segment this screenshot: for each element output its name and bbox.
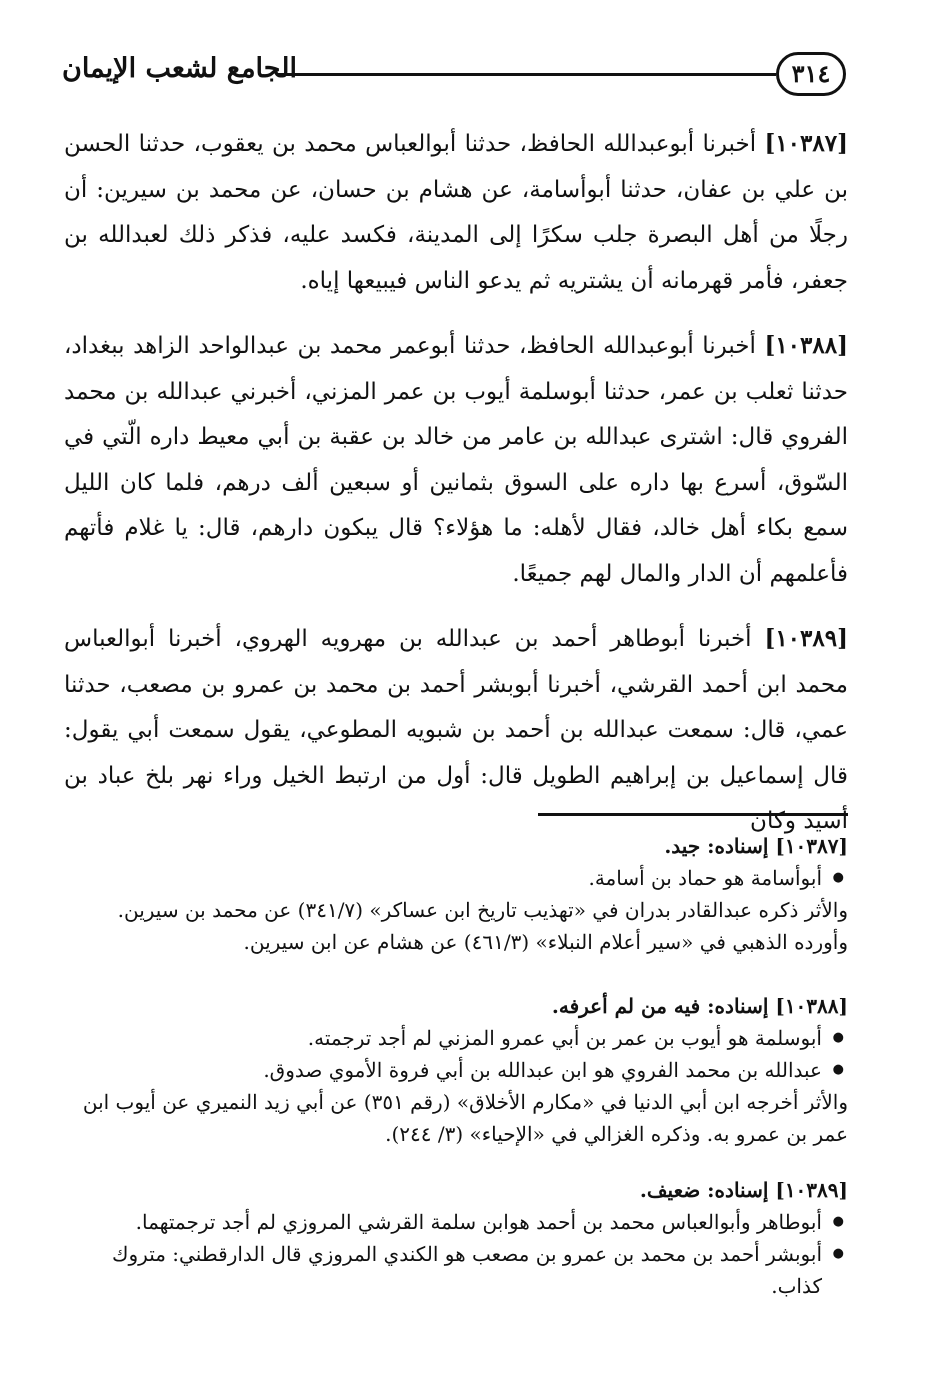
footnote-10389 xyxy=(64,1174,848,1302)
footnote-bullet: ● أبوسلمة هو أيوب بن عمر بن أبي عمرو المزني لم أجد ترجمته. xyxy=(64,1022,848,1054)
footnote-line: والأثر ذكره عبدالقادر بدران في «تهذيب تاريخ ابن عساكر» (٣٤١/٧) عن محمد بن سيرين. xyxy=(117,898,848,922)
hadith-number: [١٠٣٨٨] xyxy=(764,332,848,359)
footnote-heading: [١٠٣٨٩] إسناده: ضعيف. xyxy=(639,1178,848,1202)
hadith-text: أخبرنا أبوعبدالله الحافظ، حدثنا أبوعمر محمد بن عبدالواحد الزاهد ببغداد، حدثنا ثعلب بن عمر، حدثنا أبوسلمة أيوب بن عمر المزني، أخبرني عبدالله بن محمد الفروي قال: اشترى عبدالله بن عامر من خالد بن عقبة بن أبي معيط داره الّتي في السّوق، أسرع بها داره على السوق بثمانين أو سبعين ألف درهم، فلما كان الليل سمع بكاء أهل خالد، فقال لأهله: ما هؤلاء؟ قال يبكون دارهم، قال: يا غلام فأتهم فأعلمهم أن الدار والمال لهم جميعًا. xyxy=(64,333,848,587)
hadith-number: [١٠٣٨٩] xyxy=(764,625,848,652)
footnote-bullet: ● أبوبشر أحمد بن محمد بن عمرو بن مصعب هو الكندي المروزي قال الدارقطني: متروك كذاب. xyxy=(64,1238,848,1302)
hadith-number: [١٠٣٨٧] xyxy=(764,130,848,157)
running-header-title: الجامع لشعب الإيمان xyxy=(62,53,297,84)
footnote-10388 xyxy=(64,990,848,1150)
footnote-10387 xyxy=(64,830,848,958)
footnote-line: والأثر أخرجه ابن أبي الدنيا في «مكارم الأخلاق» (رقم ٣٥١) عن أبي زيد النميري عن أيوب ابن عمر بن عمرو به. وذكره الغزالي في «الإحياء» (٣/ ٢٤٤). xyxy=(82,1090,848,1146)
hadith-text: أخبرنا أبوعبدالله الحافظ، حدثنا أبوالعباس محمد بن يعقوب، حدثنا الحسن بن علي بن عفان، حدثنا أبوأسامة، عن هشام بن حسان، عن محمد بن سيرين: أن رجلًا من أهل البصرة جلب سكرًا إلى المدينة، فكسد عليه، فذكر ذلك لعبدالله بن جعفر، فأمر قهرمانه أن يشتريه ثم يدعو الناس فيبيعها إياه. xyxy=(64,131,848,294)
footnote-heading: [١٠٣٨٨] إسناده: فيه من لم أعرفه. xyxy=(551,994,848,1018)
footnote-bullet: ● أبوطاهر وأبوالعباس محمد بن أحمد هوابن سلمة القرشي المروزي لم أجد ترجمتهما. xyxy=(64,1206,848,1238)
footnote-line: وأورده الذهبي في «سير أعلام النبلاء» (٤٦١/٣) عن هشام عن ابن سيرين. xyxy=(243,930,848,954)
hadith-10389 xyxy=(64,616,848,845)
hadith-10387 xyxy=(64,121,848,304)
page-number: ٣١٤ xyxy=(776,52,846,96)
footnote-bullet: ● أبوأسامة هو حماد بن أسامة. xyxy=(64,862,848,894)
footnote-separator xyxy=(538,813,848,816)
footnote-bullet: ● عبدالله بن محمد الفروي هو ابن عبدالله بن أبي فروة الأموي صدوق. xyxy=(64,1054,848,1086)
footnote-heading: [١٠٣٨٧] إسناده: جيد. xyxy=(664,834,848,858)
hadith-text: أخبرنا أبوطاهر أحمد بن عبدالله بن مهرويه الهروي، أخبرنا أبوالعباس محمد ابن أحمد القرشي، أخبرنا أبوبشر أحمد بن محمد بن عمرو بن مصعب، حدثنا عمي، قال: سمعت عبدالله بن أحمد بن شبويه المطوعي، يقول سمعت أبي يقول: قال إسماعيل بن إبراهيم الطويل قال: أول من ارتبط الخيل وراء نهر بلخ عباد بن أسيد وكان xyxy=(64,626,848,835)
hadith-10388 xyxy=(64,323,848,598)
header-rule xyxy=(278,73,776,76)
